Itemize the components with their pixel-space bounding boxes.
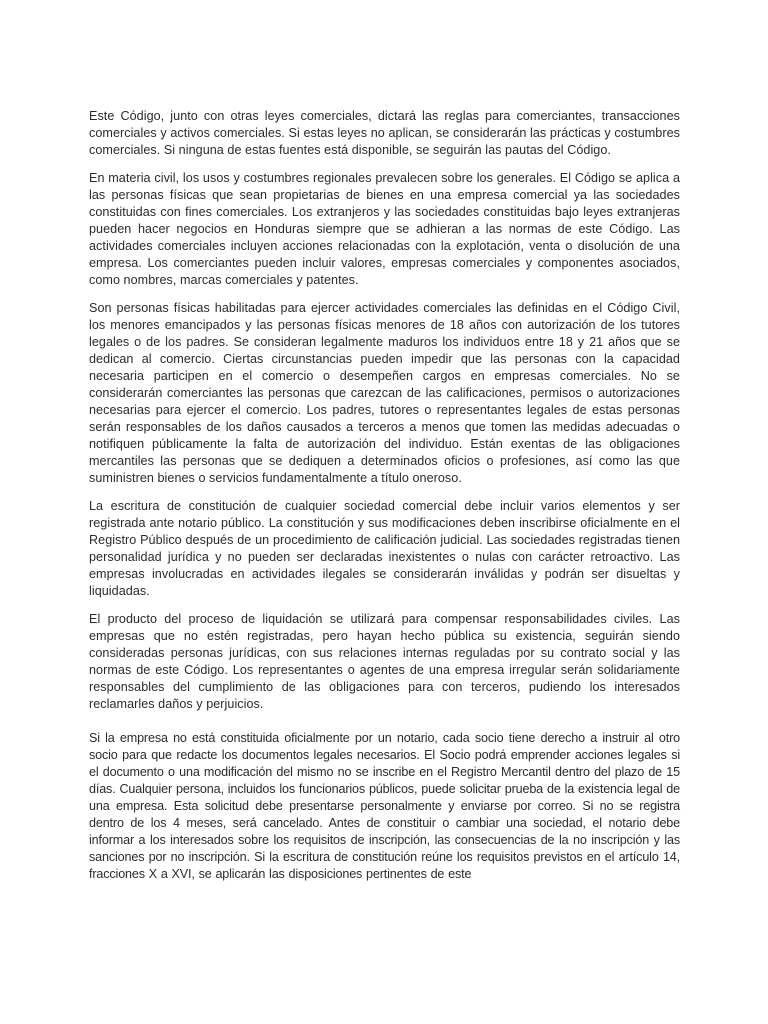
paragraph-6: Si la empresa no está constituida oficialmente por un notario, cada socio tiene derecho a instruir al otro socio para que redacte los documentos legales necesarios. El Socio podrá emprender acciones legales si el documento o una modificación del mismo no se inscribe en el Registro Mercantil dentro del plazo de 15 días. Cualquier persona, incluidos los funcionarios públicos, puede solicitar prueba de la existencia legal de una empresa. Esta solicitud debe presentarse personalmente y enviarse por correo. Si no se registra dentro de los 4 meses, será cancelado. Antes de constituir o cambiar una sociedad, el notario debe informar a los interesados sobre los requisitos de inscripción, las consecuencias de la no inscripción y las sanciones por no inscripción. Si la escritura de constitución reúne los requisitos previstos en el artículo 14, fracciones X a XVI, se aplicarán las disposiciones pertinentes de este (89, 731, 680, 881)
paragraph-1: Este Código, junto con otras leyes comerciales, dictará las reglas para comerciantes, transacciones comerciales y activos comerciales. Si estas leyes no aplican, se considerarán las prácticas y costumbres comerciales. Si ninguna de estas fuentes está disponible, se seguirán las pautas del Código. (89, 109, 680, 157)
paragraph-4: La escritura de constitución de cualquier sociedad comercial debe incluir varios elementos y ser registrada ante notario público. La constitución y sus modificaciones deben inscribirse oficialmente en el Registro Público después de un procedimiento de calificación judicial. Las sociedades registradas tienen personalidad jurídica y no pueden ser declaradas inexistentes o nulas con carácter retroactivo. Las empresas involucradas en actividades ilegales se considerarán inválidas y podrán ser disueltas y liquidadas. (89, 499, 680, 598)
paragraph-2: En materia civil, los usos y costumbres regionales prevalecen sobre los generales. El Código se aplica a las personas físicas que sean propietarias de bienes en una empresa comercial ya las sociedades constituidas con fines comerciales. Los extranjeros y las sociedades constituidas bajo leyes extranjeras pueden hacer negocios en Honduras siempre que se adhieran a las normas de este Código. Las actividades comerciales incluyen acciones relacionadas con la explotación, venta o disolución de una empresa. Los comerciantes pueden incluir valores, empresas comerciales y componentes asociados, como nombres, marcas comerciales y patentes. (89, 171, 680, 287)
paragraph-3: Son personas físicas habilitadas para ejercer actividades comerciales las definidas en el Código Civil, los menores emancipados y las personas físicas menores de 18 años con autorización de los tutores legales o de los padres. Se consideran legalmente maduros los individuos entre 18 y 21 años que se dedican al comercio. Ciertas circunstancias pueden impedir que las personas con la capacidad necesaria participen en el comercio o desempeñen cargos en empresas comerciales. No se considerarán comerciantes las personas que carezcan de las calificaciones, permisos o autorizaciones necesarias para ejercer el comercio. Los padres, tutores o representantes legales de estas personas serán responsables de los daños causados a terceros a menos que tomen las medidas adecuadas o notifiquen públicamente la falta de autorización del individuo. Están exentas de las obligaciones mercantiles las personas que se dediquen a determinados oficios o profesiones, así como las que suministren bienes o servicios fundamentalmente a título oneroso. (89, 301, 680, 485)
document-page (89, 108, 680, 894)
paragraph-5: El producto del proceso de liquidación se utilizará para compensar responsabilidades civiles. Las empresas que no estén registradas, pero hayan hecho pública su existencia, seguirán siendo consideradas personas jurídicas, con sus relaciones internas reguladas por su contrato social y las normas de este Código. Los representantes o agentes de una empresa irregular serán solidariamente responsables del cumplimiento de las obligaciones para con terceros, pudiendo los interesados reclamarles daños y perjuicios. (89, 612, 680, 711)
